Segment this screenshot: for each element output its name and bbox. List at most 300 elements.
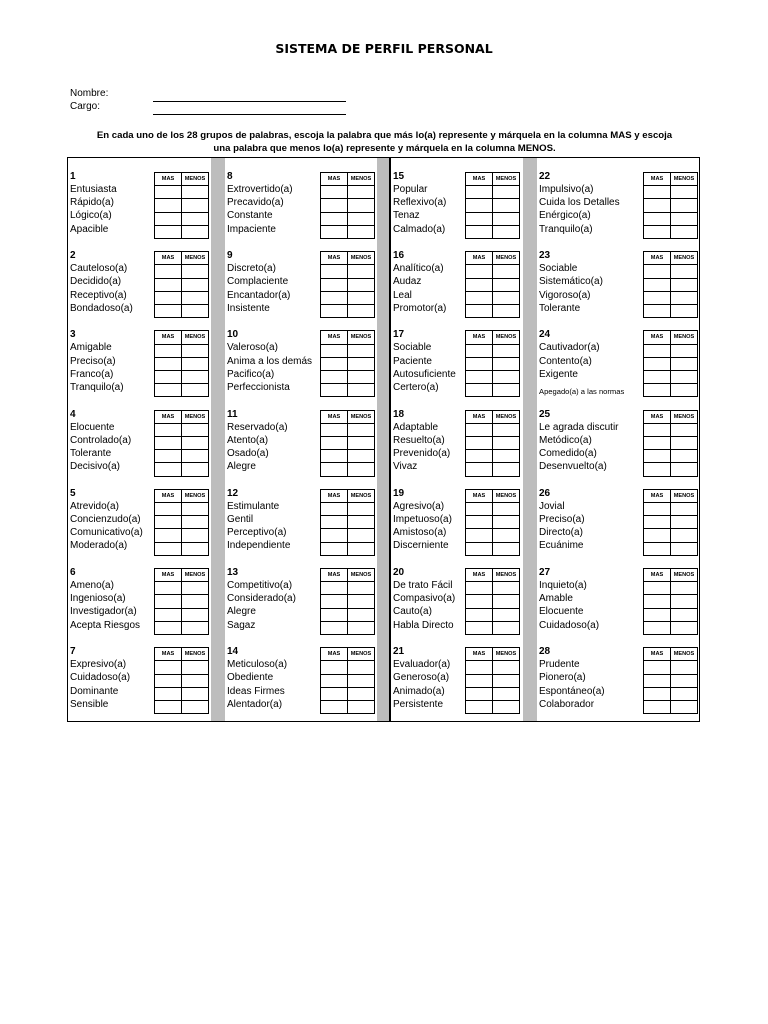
- menos-checkbox-cell[interactable]: [348, 212, 375, 225]
- menos-checkbox-cell[interactable]: [493, 436, 520, 449]
- mas-checkbox-cell[interactable]: [466, 529, 493, 542]
- mas-checkbox-cell[interactable]: [321, 436, 348, 449]
- mas-checkbox-cell[interactable]: [321, 661, 348, 674]
- mas-checkbox-cell[interactable]: [155, 661, 182, 674]
- menos-checkbox-cell[interactable]: [493, 529, 520, 542]
- mas-checkbox-cell[interactable]: [466, 436, 493, 449]
- menos-checkbox-cell[interactable]: [493, 608, 520, 621]
- menos-checkbox-cell[interactable]: [671, 450, 698, 463]
- mark-table: [320, 410, 375, 477]
- group-word: Reflexivo(a): [393, 197, 447, 209]
- mas-checkbox-cell[interactable]: [321, 186, 348, 199]
- mas-checkbox-cell[interactable]: [466, 357, 493, 370]
- menos-checkbox-cell[interactable]: [348, 502, 375, 515]
- mas-checkbox-cell[interactable]: [644, 687, 671, 700]
- mas-checkbox-cell[interactable]: [155, 212, 182, 225]
- menos-checkbox-cell[interactable]: [348, 370, 375, 383]
- menos-header: MENOS: [671, 173, 698, 186]
- menos-checkbox-cell[interactable]: [493, 370, 520, 383]
- mas-header: MAS: [321, 648, 348, 661]
- menos-checkbox-cell[interactable]: [348, 542, 375, 555]
- mas-checkbox-cell[interactable]: [466, 265, 493, 278]
- menos-checkbox-cell[interactable]: [671, 621, 698, 634]
- mas-checkbox-cell[interactable]: [321, 344, 348, 357]
- mas-checkbox-cell[interactable]: [155, 463, 182, 476]
- menos-checkbox-cell[interactable]: [671, 608, 698, 621]
- menos-checkbox-cell[interactable]: [493, 357, 520, 370]
- menos-checkbox-cell[interactable]: [182, 661, 209, 674]
- menos-checkbox-cell[interactable]: [493, 595, 520, 608]
- group-number: 8: [227, 171, 233, 182]
- mas-checkbox-cell[interactable]: [466, 370, 493, 383]
- menos-checkbox-cell[interactable]: [671, 582, 698, 595]
- mas-header: MAS: [466, 648, 493, 661]
- group-number: 20: [393, 567, 405, 578]
- menos-checkbox-cell[interactable]: [182, 436, 209, 449]
- mas-header: MAS: [644, 410, 671, 423]
- menos-checkbox-cell[interactable]: [493, 674, 520, 687]
- mas-checkbox-cell[interactable]: [321, 199, 348, 212]
- menos-checkbox-cell[interactable]: [348, 450, 375, 463]
- menos-checkbox-cell[interactable]: [671, 542, 698, 555]
- group-number: 10: [227, 329, 239, 341]
- mas-checkbox-cell[interactable]: [644, 344, 671, 357]
- mas-checkbox-cell[interactable]: [321, 384, 348, 397]
- group-word: De trato Fácil: [393, 580, 453, 591]
- mas-checkbox-cell[interactable]: [466, 516, 493, 529]
- group-word: Extrovertido(a): [227, 184, 293, 195]
- menos-checkbox-cell[interactable]: [348, 344, 375, 357]
- menos-checkbox-cell[interactable]: [348, 423, 375, 436]
- mas-checkbox-cell[interactable]: [321, 278, 348, 291]
- word-group: [391, 171, 523, 237]
- menos-checkbox-cell[interactable]: [671, 516, 698, 529]
- menos-checkbox-cell[interactable]: [348, 225, 375, 238]
- word-group: [68, 250, 211, 316]
- mas-checkbox-cell[interactable]: [155, 582, 182, 595]
- mas-checkbox-cell[interactable]: [321, 357, 348, 370]
- menos-checkbox-cell[interactable]: [493, 661, 520, 674]
- mas-checkbox-cell[interactable]: [155, 502, 182, 515]
- group-word: Perceptivo(a): [227, 527, 287, 539]
- menos-checkbox-cell[interactable]: [348, 687, 375, 700]
- menos-checkbox-cell[interactable]: [671, 304, 698, 317]
- mas-checkbox-cell[interactable]: [321, 212, 348, 225]
- menos-checkbox-cell[interactable]: [182, 608, 209, 621]
- menos-checkbox-cell[interactable]: [182, 674, 209, 687]
- menos-checkbox-cell[interactable]: [671, 265, 698, 278]
- menos-checkbox-cell[interactable]: [182, 384, 209, 397]
- word-group: [68, 171, 211, 237]
- mas-checkbox-cell[interactable]: [644, 423, 671, 436]
- menos-checkbox-cell[interactable]: [493, 291, 520, 304]
- mas-checkbox-cell[interactable]: [466, 502, 493, 515]
- group-word: Constante: [227, 210, 273, 222]
- mas-header: MAS: [644, 331, 671, 344]
- mas-checkbox-cell[interactable]: [321, 595, 348, 608]
- menos-checkbox-cell[interactable]: [182, 542, 209, 555]
- mas-checkbox-cell[interactable]: [644, 542, 671, 555]
- mas-checkbox-cell[interactable]: [644, 384, 671, 397]
- menos-checkbox-cell[interactable]: [671, 291, 698, 304]
- menos-checkbox-cell[interactable]: [348, 436, 375, 449]
- mas-checkbox-cell[interactable]: [466, 700, 493, 713]
- menos-checkbox-cell[interactable]: [671, 687, 698, 700]
- mark-table: [643, 489, 698, 556]
- mas-checkbox-cell[interactable]: [155, 542, 182, 555]
- mas-checkbox-cell[interactable]: [155, 278, 182, 291]
- mas-header: MAS: [155, 331, 182, 344]
- mas-checkbox-cell[interactable]: [321, 529, 348, 542]
- group-number: 7: [70, 646, 76, 658]
- group-word: Pacifico(a): [227, 368, 275, 380]
- menos-checkbox-cell[interactable]: [182, 212, 209, 225]
- group-word: Cautivador(a): [539, 342, 600, 354]
- group-word: Compasivo(a): [393, 593, 456, 605]
- group-word: Apacible: [70, 223, 109, 235]
- group-word: Habla Directo: [393, 619, 454, 631]
- mas-checkbox-cell[interactable]: [466, 344, 493, 357]
- menos-checkbox-cell[interactable]: [348, 384, 375, 397]
- mas-checkbox-cell[interactable]: [321, 674, 348, 687]
- group-word: Leal: [393, 289, 412, 301]
- group-number: 15: [393, 171, 405, 182]
- menos-checkbox-cell[interactable]: [348, 199, 375, 212]
- menos-checkbox-cell[interactable]: [493, 199, 520, 212]
- menos-checkbox-cell[interactable]: [182, 450, 209, 463]
- menos-checkbox-cell[interactable]: [182, 582, 209, 595]
- word-group: [225, 171, 377, 237]
- menos-checkbox-cell[interactable]: [348, 700, 375, 713]
- mas-checkbox-cell[interactable]: [155, 516, 182, 529]
- mas-checkbox-cell[interactable]: [466, 304, 493, 317]
- mas-checkbox-cell[interactable]: [321, 225, 348, 238]
- column-separator-4: [523, 158, 537, 721]
- mark-table: [320, 647, 375, 714]
- mas-checkbox-cell[interactable]: [321, 700, 348, 713]
- mark-table: [643, 410, 698, 477]
- group-word: Ideas Firmes: [227, 685, 285, 697]
- menos-checkbox-cell[interactable]: [182, 595, 209, 608]
- mas-checkbox-cell[interactable]: [644, 212, 671, 225]
- mas-checkbox-cell[interactable]: [321, 582, 348, 595]
- menos-checkbox-cell[interactable]: [348, 186, 375, 199]
- mas-checkbox-cell[interactable]: [155, 687, 182, 700]
- menos-checkbox-cell[interactable]: [493, 265, 520, 278]
- group-word: Moderado(a): [70, 540, 128, 552]
- mas-checkbox-cell[interactable]: [155, 608, 182, 621]
- menos-checkbox-cell[interactable]: [671, 344, 698, 357]
- mas-checkbox-cell[interactable]: [644, 595, 671, 608]
- mas-checkbox-cell[interactable]: [155, 186, 182, 199]
- mas-checkbox-cell[interactable]: [321, 423, 348, 436]
- menos-checkbox-cell[interactable]: [182, 278, 209, 291]
- menos-checkbox-cell[interactable]: [348, 304, 375, 317]
- menos-checkbox-cell[interactable]: [182, 463, 209, 476]
- menos-header: MENOS: [493, 569, 520, 582]
- menos-checkbox-cell[interactable]: [182, 529, 209, 542]
- mas-checkbox-cell[interactable]: [644, 265, 671, 278]
- menos-checkbox-cell[interactable]: [493, 687, 520, 700]
- menos-checkbox-cell[interactable]: [493, 502, 520, 515]
- group-number: 27: [539, 567, 551, 578]
- mas-checkbox-cell[interactable]: [321, 687, 348, 700]
- menos-checkbox-cell[interactable]: [182, 186, 209, 199]
- menos-checkbox-cell[interactable]: [182, 502, 209, 515]
- menos-checkbox-cell[interactable]: [671, 700, 698, 713]
- mas-checkbox-cell[interactable]: [644, 370, 671, 383]
- menos-checkbox-cell[interactable]: [182, 687, 209, 700]
- mas-checkbox-cell[interactable]: [155, 199, 182, 212]
- mas-checkbox-cell[interactable]: [155, 304, 182, 317]
- mark-table: [154, 647, 209, 714]
- menos-header: MENOS: [493, 489, 520, 502]
- mas-checkbox-cell[interactable]: [644, 608, 671, 621]
- word-group: [225, 646, 377, 712]
- menos-checkbox-cell[interactable]: [182, 423, 209, 436]
- mas-checkbox-cell[interactable]: [644, 278, 671, 291]
- menos-checkbox-cell[interactable]: [671, 423, 698, 436]
- menos-checkbox-cell[interactable]: [182, 516, 209, 529]
- menos-checkbox-cell[interactable]: [348, 621, 375, 634]
- mas-checkbox-cell[interactable]: [466, 661, 493, 674]
- menos-checkbox-cell[interactable]: [671, 225, 698, 238]
- mas-checkbox-cell[interactable]: [155, 529, 182, 542]
- mas-checkbox-cell[interactable]: [466, 291, 493, 304]
- menos-header: MENOS: [348, 569, 375, 582]
- mas-checkbox-cell[interactable]: [466, 384, 493, 397]
- mas-checkbox-cell[interactable]: [644, 186, 671, 199]
- mas-checkbox-cell[interactable]: [155, 595, 182, 608]
- menos-checkbox-cell[interactable]: [182, 357, 209, 370]
- menos-checkbox-cell[interactable]: [493, 450, 520, 463]
- mas-checkbox-cell[interactable]: [644, 450, 671, 463]
- menos-checkbox-cell[interactable]: [182, 225, 209, 238]
- menos-checkbox-cell[interactable]: [182, 621, 209, 634]
- mas-checkbox-cell[interactable]: [466, 674, 493, 687]
- menos-checkbox-cell[interactable]: [671, 661, 698, 674]
- menos-checkbox-cell[interactable]: [671, 212, 698, 225]
- word-group: [537, 488, 701, 554]
- mas-checkbox-cell[interactable]: [466, 423, 493, 436]
- menos-checkbox-cell[interactable]: [493, 700, 520, 713]
- mas-checkbox-cell[interactable]: [644, 357, 671, 370]
- menos-checkbox-cell[interactable]: [671, 186, 698, 199]
- menos-checkbox-cell[interactable]: [493, 384, 520, 397]
- mas-checkbox-cell[interactable]: [321, 463, 348, 476]
- mas-checkbox-cell[interactable]: [466, 621, 493, 634]
- mas-checkbox-cell[interactable]: [321, 304, 348, 317]
- mas-checkbox-cell[interactable]: [466, 212, 493, 225]
- menos-checkbox-cell[interactable]: [671, 463, 698, 476]
- mas-checkbox-cell[interactable]: [466, 278, 493, 291]
- menos-checkbox-cell[interactable]: [493, 212, 520, 225]
- mas-checkbox-cell[interactable]: [644, 516, 671, 529]
- menos-checkbox-cell[interactable]: [182, 265, 209, 278]
- menos-checkbox-cell[interactable]: [348, 582, 375, 595]
- menos-checkbox-cell[interactable]: [493, 516, 520, 529]
- menos-checkbox-cell[interactable]: [348, 278, 375, 291]
- mas-header: MAS: [644, 569, 671, 582]
- mas-checkbox-cell[interactable]: [321, 516, 348, 529]
- menos-header: MENOS: [671, 331, 698, 344]
- group-word: Paciente: [393, 355, 432, 367]
- menos-checkbox-cell[interactable]: [493, 278, 520, 291]
- group-number: 18: [393, 408, 405, 420]
- mas-header: MAS: [466, 410, 493, 423]
- menos-checkbox-cell[interactable]: [493, 463, 520, 476]
- menos-checkbox-cell[interactable]: [348, 529, 375, 542]
- menos-checkbox-cell[interactable]: [182, 304, 209, 317]
- mas-checkbox-cell[interactable]: [321, 291, 348, 304]
- mas-checkbox-cell[interactable]: [155, 344, 182, 357]
- group-word: Amable: [539, 593, 573, 605]
- mark-table: [154, 489, 209, 556]
- menos-checkbox-cell[interactable]: [348, 595, 375, 608]
- mas-checkbox-cell[interactable]: [155, 436, 182, 449]
- word-group: [537, 250, 701, 316]
- group-word: Tranquilo(a): [539, 223, 593, 235]
- group-number: 25: [539, 408, 551, 420]
- group-word: Sensible: [70, 698, 109, 710]
- mas-checkbox-cell[interactable]: [466, 595, 493, 608]
- group-number: 12: [227, 487, 239, 499]
- menos-checkbox-cell[interactable]: [493, 304, 520, 317]
- menos-checkbox-cell[interactable]: [348, 463, 375, 476]
- group-word: Directo(a): [539, 527, 583, 539]
- mas-checkbox-cell[interactable]: [644, 582, 671, 595]
- word-group: [391, 250, 523, 316]
- mas-header: MAS: [155, 252, 182, 265]
- mas-checkbox-cell[interactable]: [644, 674, 671, 687]
- menos-checkbox-cell[interactable]: [493, 582, 520, 595]
- mas-checkbox-cell[interactable]: [321, 608, 348, 621]
- menos-checkbox-cell[interactable]: [493, 344, 520, 357]
- menos-checkbox-cell[interactable]: [671, 502, 698, 515]
- menos-checkbox-cell[interactable]: [671, 199, 698, 212]
- mas-checkbox-cell[interactable]: [466, 542, 493, 555]
- mas-header: MAS: [466, 569, 493, 582]
- mas-checkbox-cell[interactable]: [644, 621, 671, 634]
- menos-checkbox-cell[interactable]: [671, 384, 698, 397]
- mas-checkbox-cell[interactable]: [466, 687, 493, 700]
- mark-table: [465, 410, 520, 477]
- menos-checkbox-cell[interactable]: [493, 423, 520, 436]
- menos-header: MENOS: [493, 648, 520, 661]
- group-word: Franco(a): [70, 368, 114, 380]
- menos-checkbox-cell[interactable]: [493, 542, 520, 555]
- mas-checkbox-cell[interactable]: [644, 199, 671, 212]
- menos-checkbox-cell[interactable]: [671, 278, 698, 291]
- menos-checkbox-cell[interactable]: [671, 674, 698, 687]
- menos-checkbox-cell[interactable]: [348, 661, 375, 674]
- menos-checkbox-cell[interactable]: [348, 608, 375, 621]
- mas-checkbox-cell[interactable]: [155, 700, 182, 713]
- menos-checkbox-cell[interactable]: [182, 344, 209, 357]
- menos-checkbox-cell[interactable]: [348, 516, 375, 529]
- menos-checkbox-cell[interactable]: [671, 370, 698, 383]
- mas-checkbox-cell[interactable]: [466, 199, 493, 212]
- mas-header: MAS: [466, 252, 493, 265]
- group-word: Sagaz: [227, 619, 256, 631]
- mas-checkbox-cell[interactable]: [466, 450, 493, 463]
- mas-checkbox-cell[interactable]: [321, 542, 348, 555]
- menos-checkbox-cell[interactable]: [348, 291, 375, 304]
- mas-checkbox-cell[interactable]: [155, 384, 182, 397]
- mas-checkbox-cell[interactable]: [155, 423, 182, 436]
- mas-checkbox-cell[interactable]: [644, 661, 671, 674]
- mas-checkbox-cell[interactable]: [155, 450, 182, 463]
- word-group: [225, 409, 377, 475]
- menos-checkbox-cell[interactable]: [348, 357, 375, 370]
- mas-checkbox-cell[interactable]: [466, 463, 493, 476]
- mas-checkbox-cell[interactable]: [321, 370, 348, 383]
- mas-checkbox-cell[interactable]: [321, 502, 348, 515]
- mas-checkbox-cell[interactable]: [155, 621, 182, 634]
- menos-checkbox-cell[interactable]: [493, 186, 520, 199]
- menos-checkbox-cell[interactable]: [182, 199, 209, 212]
- group-word: Amigable: [70, 342, 112, 354]
- mas-checkbox-cell[interactable]: [644, 700, 671, 713]
- mas-checkbox-cell[interactable]: [466, 186, 493, 199]
- name-field-line[interactable]: [153, 101, 346, 102]
- instructions: [68, 130, 701, 155]
- mas-checkbox-cell[interactable]: [644, 304, 671, 317]
- menos-checkbox-cell[interactable]: [182, 370, 209, 383]
- group-word: Contento(a): [539, 355, 592, 367]
- mas-checkbox-cell[interactable]: [155, 357, 182, 370]
- menos-header: MENOS: [493, 410, 520, 423]
- menos-header: MENOS: [182, 331, 209, 344]
- group-word: Inquieto(a): [539, 580, 587, 591]
- group-number: 13: [227, 567, 239, 578]
- cargo-field-line[interactable]: [153, 114, 346, 115]
- mas-checkbox-cell[interactable]: [466, 608, 493, 621]
- menos-checkbox-cell[interactable]: [671, 357, 698, 370]
- mas-checkbox-cell[interactable]: [155, 265, 182, 278]
- menos-checkbox-cell[interactable]: [493, 225, 520, 238]
- mas-checkbox-cell[interactable]: [644, 291, 671, 304]
- group-word: Impulsivo(a): [539, 184, 594, 195]
- group-word: Prudente: [539, 659, 580, 671]
- menos-checkbox-cell[interactable]: [671, 529, 698, 542]
- mas-checkbox-cell[interactable]: [644, 529, 671, 542]
- menos-checkbox-cell[interactable]: [348, 674, 375, 687]
- mas-checkbox-cell[interactable]: [321, 621, 348, 634]
- mas-checkbox-cell[interactable]: [155, 370, 182, 383]
- mas-checkbox-cell[interactable]: [644, 463, 671, 476]
- mas-checkbox-cell[interactable]: [466, 225, 493, 238]
- menos-checkbox-cell[interactable]: [182, 700, 209, 713]
- mas-checkbox-cell[interactable]: [321, 265, 348, 278]
- mas-checkbox-cell[interactable]: [155, 225, 182, 238]
- group-word: Adaptable: [393, 421, 439, 433]
- mas-checkbox-cell[interactable]: [155, 291, 182, 304]
- mas-checkbox-cell[interactable]: [155, 674, 182, 687]
- menos-checkbox-cell[interactable]: [671, 595, 698, 608]
- mas-checkbox-cell[interactable]: [644, 502, 671, 515]
- mas-checkbox-cell[interactable]: [644, 225, 671, 238]
- menos-checkbox-cell[interactable]: [493, 621, 520, 634]
- mas-checkbox-cell[interactable]: [321, 450, 348, 463]
- menos-checkbox-cell[interactable]: [348, 265, 375, 278]
- mark-table: [154, 410, 209, 477]
- mas-checkbox-cell[interactable]: [644, 436, 671, 449]
- mas-checkbox-cell[interactable]: [466, 582, 493, 595]
- menos-checkbox-cell[interactable]: [671, 436, 698, 449]
- menos-checkbox-cell[interactable]: [182, 291, 209, 304]
- mark-table: [320, 489, 375, 556]
